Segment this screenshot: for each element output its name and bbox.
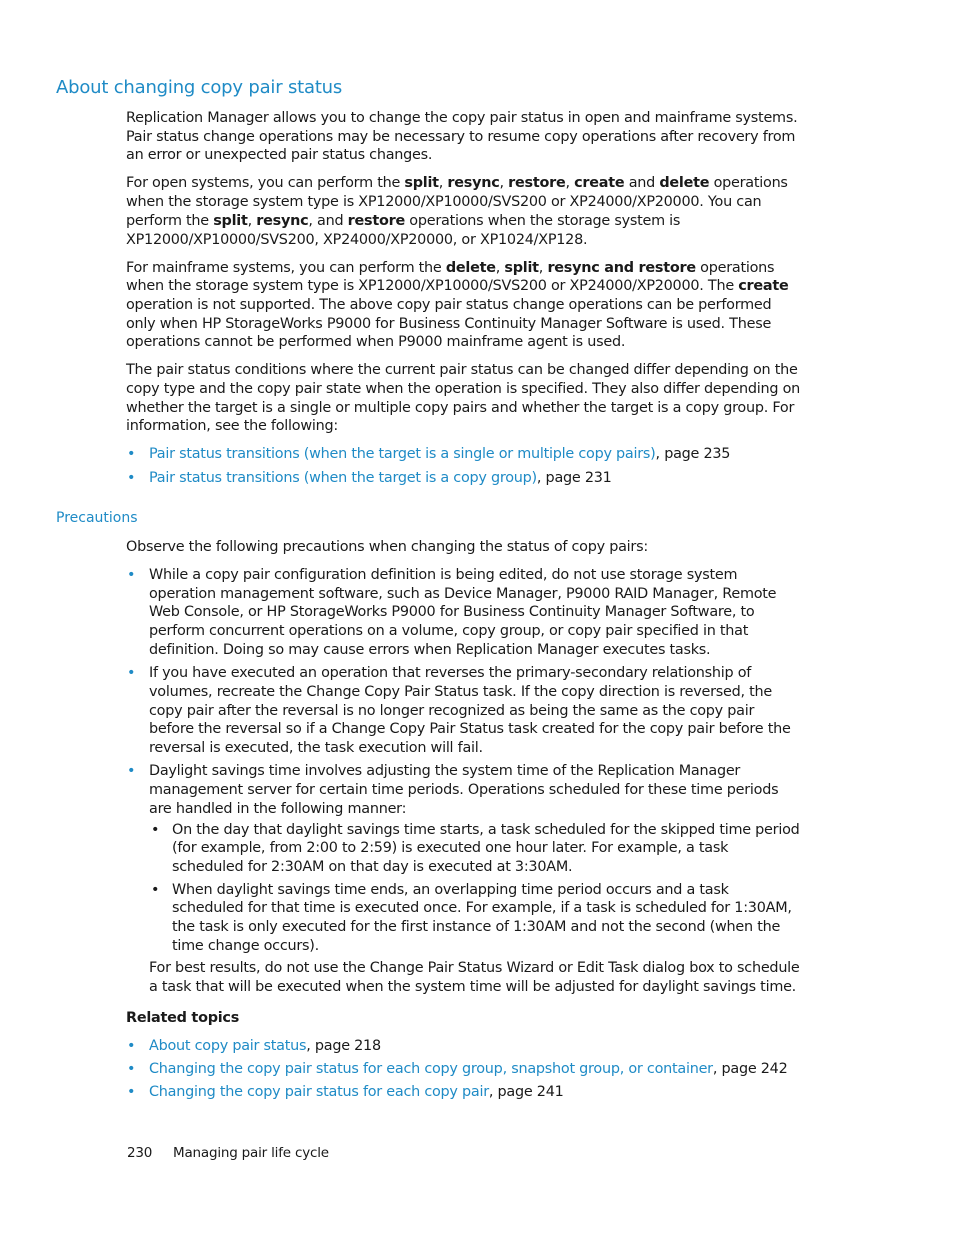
page-title: About changing copy pair status: [56, 77, 343, 98]
link-pair-transitions-copy-group[interactable]: Pair status transitions (when the target is a copy group): [149, 469, 537, 486]
page-footer: [127, 1145, 329, 1161]
precautions-lead: Observe the following precautions when changing the status of copy pairs:: [126, 539, 648, 555]
list-item: • When daylight savings time ends, an overlapping time period occurs and a task scheduled for that time is executed once. For example, if a task is scheduled for 1:30AM, the task is only executed for the first instance of 1:30AM and not the second (when the time change occurs).: [149, 881, 802, 956]
precautions-heading: Precautions: [56, 510, 138, 526]
link-change-status-group[interactable]: Changing the copy pair status for each copy group, snapshot group, or container: [149, 1060, 713, 1077]
related-topics-heading: Related topics: [126, 1009, 240, 1026]
dst-sublist: [149, 821, 802, 956]
link-pair-transitions-single-multiple[interactable]: Pair status transitions (when the target is a single or multiple copy pairs): [149, 446, 656, 463]
list-item: • Changing the copy pair status for each copy group, snapshot group, or container, page 242: [126, 1060, 802, 1079]
list-item: • On the day that daylight savings time starts, a task scheduled for the skipped time period (for example, from 2:00 to 2:59) is executed one hour later. For example, a task scheduled for 2:30AM on that day is executed at 3:30AM.: [149, 821, 802, 877]
page-number: 230: [127, 1145, 153, 1161]
list-item: • Pair status transitions (when the target is a copy group), page 231: [126, 469, 802, 488]
precautions-section: [126, 538, 802, 1110]
intro-paragraph-3: For mainframe systems, you can perform the delete, split, resync and restore operations when the storage system type is XP12000/XP10000/SVS200 or XP24000/XP20000. The create operation is not supported. The above copy pair status change operations can be performed only when HP StorageWorks P9000 for Business Continuity Manager Software is used. These operations cannot be performed when P9000 mainframe agent is used.: [126, 259, 789, 351]
link-change-status-pair[interactable]: Changing the copy pair status for each copy pair: [149, 1084, 489, 1101]
related-topics-list: [126, 1037, 802, 1102]
list-item: • Daylight savings time involves adjusting the system time of the Replication Manager management server for certain time periods. Operations scheduled for these time periods are handled in the following manner: • On the day that daylight savings time starts, a task scheduled for the skipped time period (for example, from 2:00 to 2:59) is executed one hour later. For example, a task scheduled for 2:30AM on that day is executed at 3:30AM. • When daylight savings time ends, an overlapping time period occurs and a task scheduled for that time is executed once. For example, if a task is scheduled for 1:30AM, the task is only executed for the first instance of 1:30AM and not the second (when the time change occurs). For best results, do not use the Change Pair Status Wizard or Edit Task dialog box to schedule a task that will be executed when the system time will be adjusted for daylight savings time.: [126, 762, 802, 996]
list-item: • Changing the copy pair status for each copy pair, page 241: [126, 1083, 802, 1102]
chapter-title: Managing pair life cycle: [173, 1145, 329, 1161]
transition-links: [126, 445, 802, 487]
link-about-copy-pair-status[interactable]: About copy pair status: [149, 1037, 307, 1054]
intro-paragraph-2: For open systems, you can perform the split, resync, restore, create and delete operations when the storage system type is XP12000/XP10000/SVS200 or XP24000/XP20000. You can perform the split, resync, and restore operations when the storage system is XP12000/XP10000/SVS200, XP24000/XP20000, or XP1024/XP128.: [126, 175, 788, 248]
intro-section: [126, 109, 802, 496]
precautions-list: [126, 566, 802, 997]
best-results-note: For best results, do not use the Change Pair Status Wizard or Edit Task dialog box to schedule a task that will be executed when the system time will be adjusted for daylight savings time.: [149, 960, 800, 996]
list-item: • While a copy pair configuration definition is being edited, do not use storage system operation management software, such as Device Manager, P9000 RAID Manager, Remote Web Console, or HP StorageWorks P9000 for Business Continuity Manager Software, to perform concurrent operations on a volume, copy group, or copy pair specified in that definition. Doing so may cause errors when Replication Manager executes tasks.: [126, 566, 802, 660]
list-item: • Pair status transitions (when the target is a single or multiple copy pairs), page 235: [126, 445, 802, 464]
list-item: • About copy pair status, page 218: [126, 1037, 802, 1056]
list-item: • If you have executed an operation that reverses the primary-secondary relationship of volumes, recreate the Change Copy Pair Status task. If the copy direction is reversed, the copy pair after the reversal is no longer recognized as being the same as the copy pair before the reversal so if a Change Copy Pair Status task created for the copy pair before the reversal is executed, the task execution will fail.: [126, 664, 802, 758]
intro-paragraph-1: Replication Manager allows you to change the copy pair status in open and mainframe systems. Pair status change operations may be necessary to resume copy operations after recovery from an error or unexpected pair status changes.: [126, 110, 798, 164]
intro-paragraph-4: The pair status conditions where the current pair status can be changed differ depending on the copy type and the copy pair state when the operation is specified. They also differ depending on whether the target is a single or multiple copy pairs and whether the target is a copy group. For information, see the following:: [126, 362, 801, 435]
